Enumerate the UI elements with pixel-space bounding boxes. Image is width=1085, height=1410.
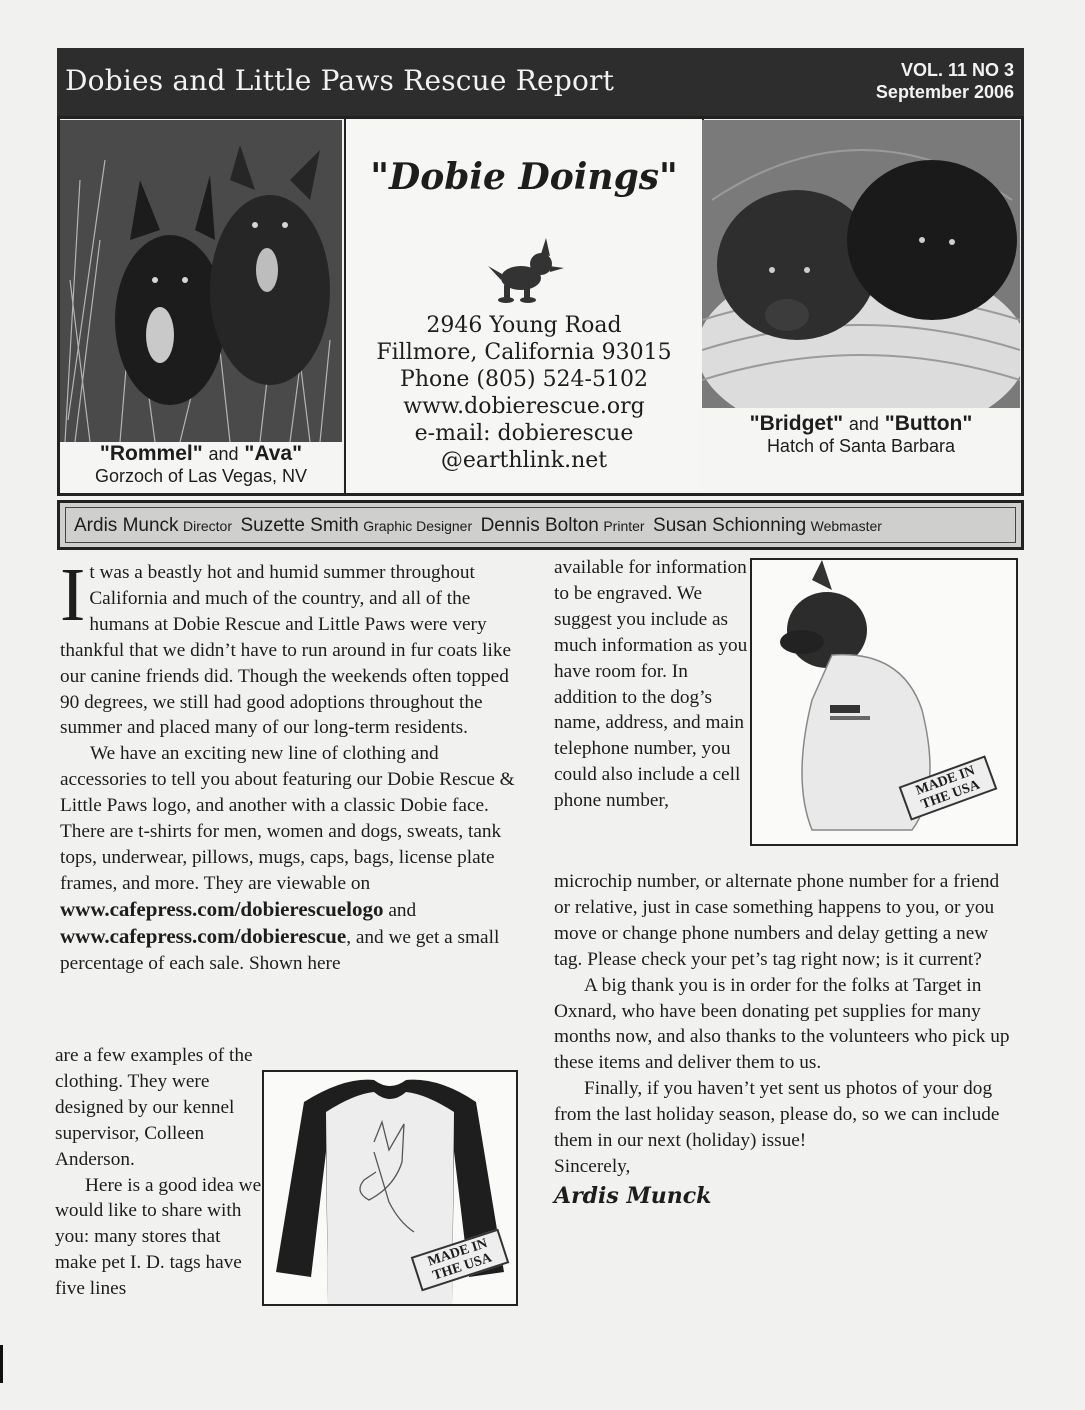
email-address[interactable]: e-mail: dobierescue [414, 421, 634, 446]
phone-number: Phone (805) 524-5102 [400, 367, 648, 392]
cafepress-link[interactable]: www.cafepress.com/dobierescue [60, 923, 347, 948]
caption-and: and [208, 444, 239, 464]
caption-and: and [848, 414, 879, 434]
caption-name: "Ava" [244, 442, 303, 465]
article-column-left: It was a beastly hot and humid summer throughout California and much of the country, and all of the humans at Dobie Rescue and Little Paws were very thankful that we didn’t have to run around in fur coats like our canine friends did. Though the weekends often topped 90 degrees, we still had good adoptions throughout the summer and placed many of our long-term residents. We have an exciting new line of clothing and accessories to tell you about featuring our Dobie Rescue & Little Paws logo, and another with a classic Dobie face. There are t-shirts for men, women and dogs, sweats, tank tops, underwear, pillows, mugs, caps, bags, license plate frames, and more. They are viewable on www.cafepress.com/dobierescuelogo and www.cafepress.com/dobierescue, and we get a small percentage of each sale. Shown here [60, 553, 515, 974]
issue-date: September 2006 [875, 82, 1014, 102]
staff-name: Suzette Smith [240, 515, 359, 536]
caption-name: "Button" [884, 412, 973, 435]
website-link[interactable]: www.dobierescue.org [403, 394, 645, 419]
made-in-usa-stamp: MADE IN THE USA [899, 755, 998, 820]
article-paragraph: It was a beastly hot and humid summer throughout California and much of the country, and all of the humans at Dobie Rescue and Little Paws were very thankful that we didn’t have to run around in fur coats like our canine friends did. Though the weekends often topped 90 degrees, we still had good adoptions throughout the summer and placed many of our long-term residents. [60, 553, 512, 739]
staff-name: Dennis Bolton [480, 515, 599, 536]
article-column-right-narrow [554, 555, 750, 814]
caption-subtitle: Gorzoch of Las Vegas, NV [94, 466, 308, 486]
issue-info [876, 59, 1014, 103]
article-paragraph: Finally, if you haven’t yet sent us photos of your dog from the last holiday season, please do, so we can include them in our next (holiday) issue! [554, 1078, 1000, 1152]
article-paragraph: We have an exciting new line of clothing and accessories to tell you about featuring our Dobie Rescue & Little Paws logo, and another with a classic Dobie face. There are t-shirts for men, women and dogs, sweats, tank tops, underwear, pillows, mugs, caps, bags, license plate frames, and more. They are viewable on [60, 743, 515, 894]
drop-cap: I [60, 553, 86, 637]
cafepress-logo-link[interactable]: www.cafepress.com/dobierescuelogo [60, 896, 384, 921]
dobie-doings-logo: "Dobie Doings" [370, 156, 678, 198]
staff-name: Ardis Munck [74, 515, 179, 536]
dog-shirt-photo [750, 558, 1018, 846]
staff-role: Director [182, 518, 232, 534]
address-line: 2946 Young Road [426, 313, 622, 338]
address-line: Fillmore, California 93015 [376, 340, 672, 365]
staff-role: Webmaster [810, 518, 882, 534]
article-paragraph: A big thank you is in order for the folks at Target in Oxnard, who have been donating pet supplies for many months now, and also thanks to the volunteers who pick up these items and deliver them to us. [554, 974, 1010, 1074]
newsletter-title: Dobies and Little Paws Rescue Report [65, 64, 615, 97]
article-column-right [554, 869, 1018, 1210]
staff-role: Printer [603, 518, 645, 534]
caption-subtitle: Hatch of Santa Barbara [766, 436, 956, 456]
article-paragraph: are a few examples of the clothing. They were designed by our kennel supervisor, Colleen Anderson. [55, 1045, 253, 1170]
caption-name: "Rommel" [99, 442, 203, 465]
issue-volume: VOL. 11 NO 3 [900, 60, 1014, 80]
article-column-left-narrow [55, 1043, 265, 1302]
signature: Ardis Munck [554, 1182, 712, 1209]
staff-role: Graphic Designer [363, 518, 473, 534]
staff-bar [57, 500, 1024, 550]
caption-name: "Bridget" [749, 412, 844, 435]
photo-row-frame [57, 116, 1024, 496]
email-address[interactable]: @earthlink.net [440, 448, 608, 473]
staff-name: Susan Schionning [653, 515, 807, 536]
scan-edge-mark [0, 1345, 3, 1383]
made-in-usa-stamp: MADE IN THE USA [411, 1229, 510, 1292]
article-paragraph: available for information to be engraved. We suggest you include as much information as you have room for. In addition to the dog’s name, address, and main telephone number, you could also include a cell phone number, [554, 557, 748, 812]
article-paragraph: microchip number, or alternate phone number for a friend or relative, just in case something happens to you, or you move or change phone numbers and delay getting a new tag. Please check your pet’s tag right now; is it current? [554, 871, 1000, 970]
tshirt-photo [262, 1070, 518, 1306]
article-paragraph: Here is a good idea we would like to share with you: many stores that make pet I. D. tags have five lines [55, 1174, 262, 1300]
newsletter-header [57, 48, 1024, 116]
closing: Sincerely, [554, 1155, 631, 1177]
